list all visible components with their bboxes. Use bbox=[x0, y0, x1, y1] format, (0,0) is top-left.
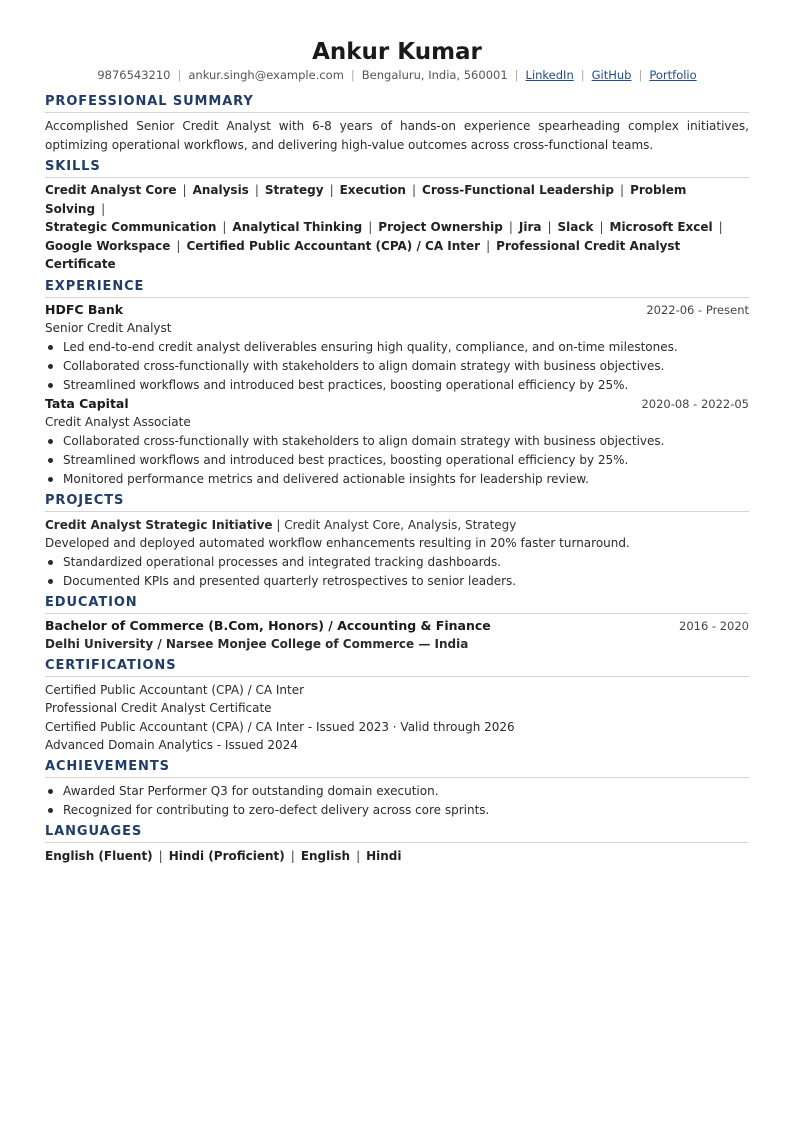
language-item: English bbox=[300, 848, 351, 863]
certification-item: Professional Credit Analyst Certificate bbox=[45, 701, 272, 715]
job-bullets bbox=[45, 432, 749, 489]
job-dates: 2022-06 - Present bbox=[646, 302, 749, 317]
separator: | bbox=[638, 68, 643, 82]
bullet-item: Monitored performance metrics and delivered actionable insights for leadership review. bbox=[45, 470, 749, 489]
languages-list: English (Fluent) | Hindi (Proficient) | English | Hindi bbox=[45, 848, 402, 863]
job-role: Credit Analyst Associate bbox=[45, 415, 191, 429]
bullet-item: Recognized for contributing to zero-defect delivery across core sprints. bbox=[45, 801, 749, 820]
projects-heading: PROJECTS bbox=[45, 492, 749, 512]
separator: | bbox=[514, 68, 519, 82]
skill-item: Cross-Functional Leadership bbox=[422, 183, 615, 197]
company-name: Tata Capital bbox=[45, 395, 129, 411]
linkedin-link[interactable]: LinkedIn bbox=[525, 68, 574, 82]
school: Delhi University / Narsee Monjee College of Commerce — India bbox=[45, 637, 469, 651]
skill-item: Analysis bbox=[192, 183, 249, 197]
skill-item: Microsoft Excel bbox=[609, 220, 713, 234]
skills-list: Credit Analyst Core | Analysis | Strategy | Execution | Cross-Functional Leadership | Problem Solving | Strategic Communication | Analytical Thinking | Project Ownership | Jira | Slack | Microsoft Excel | Google Workspace | Certified Public Accountant (CPA) / CA Inter | Professional Credit Analyst Certificate bbox=[45, 183, 723, 271]
skill-item: Google Workspace bbox=[45, 238, 171, 253]
project-tech: | Credit Analyst Core, Analysis, Strategy bbox=[276, 517, 517, 532]
skill-item: Problem Solving bbox=[45, 183, 687, 216]
certifications-list bbox=[45, 681, 749, 755]
summary-heading: PROFESSIONAL SUMMARY bbox=[45, 93, 749, 113]
separator: | bbox=[177, 68, 182, 82]
github-link[interactable]: GitHub bbox=[591, 68, 632, 82]
education-entry bbox=[45, 617, 749, 654]
separator: | bbox=[350, 68, 355, 82]
certification-item: Advanced Domain Analytics - Issued 2024 bbox=[45, 738, 298, 752]
job-dates: 2020-08 - 2022-05 bbox=[641, 396, 749, 411]
language-item: Hindi bbox=[366, 848, 402, 863]
bullet-item: Documented KPIs and presented quarterly retrospectives to senior leaders. bbox=[45, 572, 749, 591]
degree: Bachelor of Commerce (B.Com, Honors) / Accounting & Finance bbox=[45, 617, 491, 633]
language-item: Hindi (Proficient) bbox=[168, 848, 285, 863]
skill-item: Project Ownership bbox=[378, 220, 503, 234]
experience-entry bbox=[45, 301, 749, 395]
achievements-list bbox=[45, 782, 749, 820]
job-role: Senior Credit Analyst bbox=[45, 321, 172, 335]
certification-item: Certified Public Accountant (CPA) / CA Inter - Issued 2023 · Valid through 2026 bbox=[45, 719, 515, 734]
candidate-name: Ankur Kumar bbox=[312, 39, 482, 65]
project-bullets bbox=[45, 553, 749, 591]
education-dates: 2016 - 2020 bbox=[679, 618, 749, 633]
summary-text: Accomplished Senior Credit Analyst with 6-8 years of hands-on experience spearheading complex initiatives, optimizing operational workflows, and delivering high-value outcomes across cross-functional teams. bbox=[45, 119, 749, 152]
project-name: Credit Analyst Strategic Initiative bbox=[45, 517, 273, 532]
job-bullets bbox=[45, 338, 749, 395]
bullet-item: Streamlined workflows and introduced best practices, boosting operational efficiency by 25%. bbox=[45, 376, 749, 395]
skill-item: Jira bbox=[518, 220, 542, 234]
phone-number: 9876543210 bbox=[97, 68, 171, 82]
skill-item: Strategic Communication bbox=[45, 220, 217, 234]
project-entry bbox=[45, 516, 749, 591]
bullet-item: Awarded Star Performer Q3 for outstanding domain execution. bbox=[45, 782, 749, 801]
language-item: English (Fluent) bbox=[45, 848, 153, 863]
skill-item: Certified Public Accountant (CPA) / CA Inter bbox=[186, 238, 481, 253]
bullet-item: Standardized operational processes and integrated tracking dashboards. bbox=[45, 553, 749, 572]
bullet-item: Collaborated cross-functionally with stakeholders to align domain strategy with business objectives. bbox=[45, 357, 749, 376]
skill-item: Professional Credit Analyst Certificate bbox=[45, 238, 681, 271]
bullet-item: Streamlined workflows and introduced best practices, boosting operational efficiency by 25%. bbox=[45, 451, 749, 470]
experience-heading: EXPERIENCE bbox=[45, 278, 749, 298]
certifications-heading: CERTIFICATIONS bbox=[45, 657, 749, 677]
email-address: ankur.singh@example.com bbox=[188, 68, 344, 82]
skill-item: Strategy bbox=[264, 183, 324, 197]
separator: | bbox=[580, 68, 585, 82]
company-name: HDFC Bank bbox=[45, 301, 124, 317]
bullet-item: Led end-to-end credit analyst deliverables ensuring high quality, compliance, and on-time milestones. bbox=[45, 338, 749, 357]
portfolio-link[interactable]: Portfolio bbox=[649, 68, 697, 82]
skills-heading: SKILLS bbox=[45, 158, 749, 178]
education-heading: EDUCATION bbox=[45, 594, 749, 614]
achievements-heading: ACHIEVEMENTS bbox=[45, 758, 749, 778]
skill-item: Credit Analyst Core bbox=[45, 183, 177, 197]
skill-item: Slack bbox=[557, 220, 594, 234]
location: Bengaluru, India, 560001 bbox=[361, 68, 508, 82]
skill-item: Analytical Thinking bbox=[232, 220, 363, 234]
project-description: Developed and deployed automated workflow enhancements resulting in 20% faster turnaround. bbox=[45, 536, 630, 550]
contact-line bbox=[45, 67, 749, 83]
languages-heading: LANGUAGES bbox=[45, 823, 749, 843]
bullet-item: Collaborated cross-functionally with stakeholders to align domain strategy with business objectives. bbox=[45, 432, 749, 451]
certification-item: Certified Public Accountant (CPA) / CA Inter bbox=[45, 682, 305, 697]
skill-item: Execution bbox=[339, 183, 406, 197]
experience-entry bbox=[45, 395, 749, 489]
